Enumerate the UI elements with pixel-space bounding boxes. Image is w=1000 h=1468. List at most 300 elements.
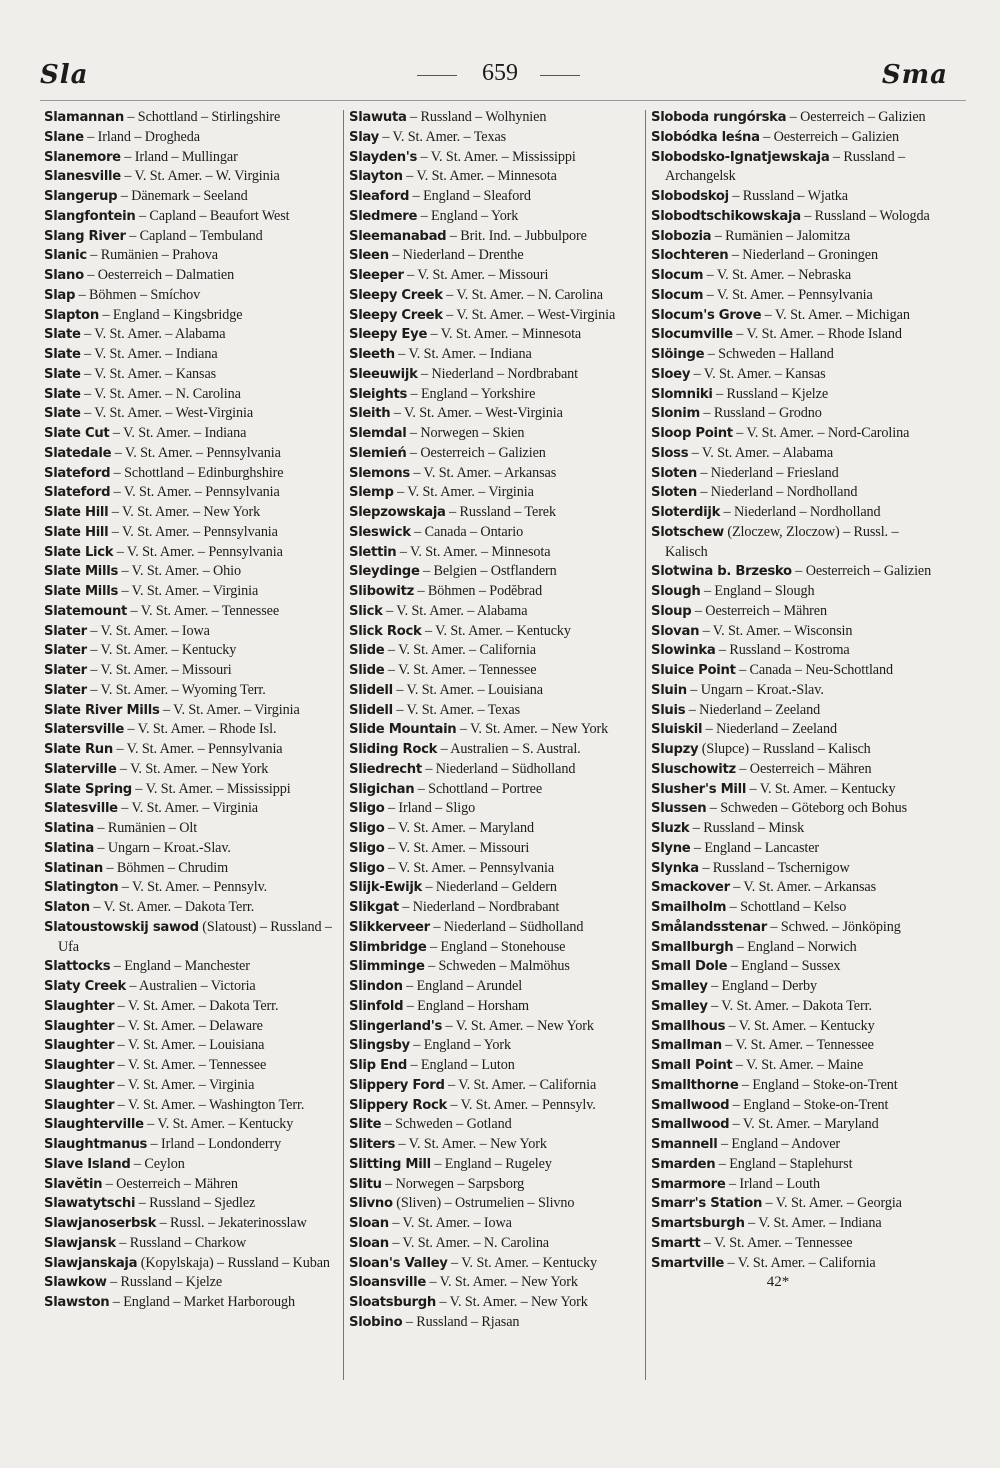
entry-name: Slettin — [349, 544, 397, 560]
entry-location: – V. St. Amer. – Kentucky — [447, 1254, 598, 1271]
gazetteer-entry — [349, 602, 639, 622]
entry-name: Slate River Mills — [44, 702, 160, 718]
entry-name: Sluin — [651, 682, 687, 698]
gazetteer-entry — [44, 227, 336, 247]
gazetteer-entry — [44, 1194, 336, 1214]
entry-name: Slovan — [651, 623, 700, 639]
entry-location: – V. St. Amer. – California — [384, 642, 536, 659]
entry-location: – Schweden – Malmöhus — [424, 958, 570, 975]
entry-location: – V. St. Amer. – Missouri — [384, 839, 530, 856]
gazetteer-entry — [651, 523, 941, 563]
entry-location: – V. St. Amer. – Maryland — [384, 820, 534, 836]
gazetteer-entry — [349, 1096, 639, 1116]
entry-location: – Schweden – Gotland — [381, 1116, 512, 1133]
entry-name: Slawkow — [44, 1275, 107, 1291]
gazetteer-entry — [349, 582, 639, 602]
entry-name: Slangerup — [44, 189, 118, 204]
entry-location: – V. St. Amer. – Indiana — [80, 346, 218, 362]
gazetteer-entry — [349, 128, 639, 148]
gazetteer-entry — [651, 977, 941, 997]
entry-location: – V. St. Amer. – Kentucky — [746, 780, 896, 797]
entry-location: – Niederland – Nordholland — [696, 484, 858, 501]
entry-location: – Dänemark – Seeland — [117, 188, 248, 204]
entry-location: – V. St. Amer. – Minnesota — [402, 168, 557, 185]
gazetteer-entry — [349, 345, 639, 365]
gazetteer-entry — [44, 1056, 336, 1076]
entry-name: Sliding Rock — [349, 742, 438, 757]
entry-location: – Böhmen – Podĕbrad — [414, 583, 543, 599]
entry-name: Slatington — [44, 880, 119, 896]
entry-location: – Oesterreich – Mähren — [735, 760, 872, 777]
entry-location: – Oesterreich – Galizien — [406, 444, 546, 461]
entry-name: Slocum — [651, 268, 704, 283]
entry-location: – V. St. Amer. – Georgia — [762, 1195, 902, 1212]
entry-name: Sloten — [651, 465, 697, 481]
entry-name: Sleepy Creek — [349, 307, 443, 323]
gazetteer-entry — [349, 503, 639, 523]
gazetteer-entry — [44, 207, 336, 227]
gazetteer-entry — [651, 582, 941, 602]
entry-name: Smarmore — [651, 1176, 726, 1192]
entry-name: Slater — [44, 623, 87, 639]
entry-location: – England – Lancaster — [690, 839, 820, 856]
entry-location: – V. St. Amer. – Wyoming Terr. — [86, 681, 266, 698]
gazetteer-entry — [349, 207, 639, 227]
gazetteer-entry — [651, 108, 941, 128]
entry-location: – V. St. Amer. – N. Carolina — [80, 385, 241, 402]
entry-name: Slinfold — [349, 998, 404, 1014]
gazetteer-entry — [651, 207, 941, 227]
entry-name: Slobódka leśna — [651, 129, 760, 145]
entry-name: Smallthorne — [651, 1077, 739, 1093]
entry-location: – Belgien – Ostflandern — [419, 563, 557, 580]
entry-name: Slateford — [44, 485, 111, 501]
entry-location: – V. St. Amer. – Pennsylvania — [384, 859, 555, 876]
gazetteer-entry — [651, 1017, 941, 1037]
entry-location: – Schottland – Portree — [414, 780, 543, 797]
header-rule — [40, 100, 966, 101]
entry-location: – V. St. Amer. – Minnesota — [427, 326, 582, 343]
gazetteer-entry — [349, 227, 639, 247]
entry-location: – Russland – Wolhynien — [406, 109, 547, 125]
entry-location: – Russland – Kjelze — [712, 385, 829, 402]
entry-name: Slawjanskaja — [44, 1255, 138, 1271]
entry-name: Smallhous — [651, 1018, 726, 1034]
entry-name: Sleeper — [349, 268, 404, 283]
entry-location: – V. St. Amer. – N. Carolina — [442, 286, 603, 303]
entry-name: Slate Mills — [44, 584, 118, 599]
entry-location: – V. St. Amer. – Indiana — [394, 346, 532, 362]
entry-location: – England – Luton — [407, 1057, 515, 1073]
gazetteer-entry — [651, 799, 941, 819]
gazetteer-entry — [349, 1175, 639, 1195]
entry-name: Slonim — [651, 406, 700, 422]
entry-location: – Oesterreich – Mähren — [691, 602, 827, 619]
entry-location: – V. St. Amer. – Rhode Island — [732, 326, 902, 343]
entry-location: – Russland – Wologda — [800, 207, 930, 224]
gazetteer-entry — [349, 562, 639, 582]
gazetteer-entry — [349, 1155, 639, 1175]
gazetteer-entry — [349, 385, 639, 405]
gazetteer-entry — [44, 1234, 336, 1254]
entry-location: – V. St. Amer. – Pennsylvania — [108, 523, 278, 540]
entry-name: Sligo — [349, 840, 385, 856]
entry-location: – England – Slough — [700, 583, 815, 599]
entry-name: Slitu — [349, 1176, 382, 1192]
entry-location: – V. St. Amer. – Louisiana — [392, 681, 543, 698]
entry-name: Sluice Point — [651, 663, 736, 678]
entry-location: – England – Stoke-on-Trent — [738, 1076, 898, 1093]
entry-location: – V. St. Amer. – Iowa — [388, 1215, 512, 1231]
entry-location: – Schottland – Stirlingshire — [123, 109, 281, 125]
gazetteer-entry — [44, 148, 336, 168]
entry-name: Slangfontein — [44, 208, 136, 224]
entry-name: Sligo — [349, 801, 385, 817]
gazetteer-entry — [651, 878, 941, 898]
gazetteer-entry — [44, 365, 336, 385]
entry-location: – V. St. Amer. – Tennessee — [384, 662, 537, 678]
entry-name: Slano — [44, 268, 84, 283]
entry-location: – V. St. Amer. – N. Carolina — [388, 1234, 550, 1251]
entry-name: Slapton — [44, 307, 100, 323]
entry-name: Sluzk — [651, 821, 690, 836]
entry-name: Sloten — [651, 485, 697, 501]
entry-name: Slemons — [349, 465, 410, 481]
entry-name: Slotschew — [651, 524, 724, 540]
gazetteer-entry — [349, 1194, 639, 1214]
entry-location: – V. St. Amer. – Rhode Isl. — [124, 721, 277, 738]
gazetteer-entry — [44, 464, 336, 484]
entry-name: Sledmere — [349, 208, 418, 224]
entry-location: – V. St. Amer. – Alabama — [688, 444, 834, 461]
entry-name: Sleeuwijk — [349, 366, 418, 382]
gazetteer-entry — [651, 622, 941, 642]
gazetteer-entry — [44, 918, 336, 958]
entry-name: Slusher's Mill — [651, 781, 747, 797]
entry-name: Slaty Creek — [44, 979, 126, 994]
entry-name: Slaughtmanus — [44, 1137, 148, 1152]
entry-name: Slaterville — [44, 761, 117, 777]
entry-location: – V. St. Amer. – New York — [442, 1017, 594, 1034]
gazetteer-entry — [44, 977, 336, 997]
entry-name: Sloup — [651, 603, 692, 619]
entry-name: Slane — [44, 129, 84, 145]
entry-location: – England – York — [409, 1037, 512, 1054]
entry-location: – Schottland – Edinburghshire — [110, 464, 284, 481]
entry-location: – Rumänien – Prahova — [86, 247, 218, 264]
entry-location: – V. St. Amer. – Iowa — [86, 622, 210, 639]
gazetteer-entry — [44, 819, 336, 839]
gazetteer-entry — [651, 740, 941, 760]
gazetteer-entry — [349, 878, 639, 898]
entry-location: – England – Arundel — [402, 978, 523, 994]
gazetteer-entry — [651, 1096, 941, 1116]
gazetteer-entry — [349, 1234, 639, 1254]
entry-name: Slippery Ford — [349, 1077, 445, 1093]
entry-location: – V. St. Amer. – Maine — [732, 1057, 864, 1073]
gazetteer-entry — [349, 681, 639, 701]
gazetteer-entry — [651, 286, 941, 306]
entry-name: Sloboda rungórska — [651, 110, 787, 125]
entry-location: – V. St. Amer. – Tennessee — [721, 1037, 874, 1054]
entry-name: Slate Hill — [44, 505, 109, 520]
gazetteer-entry — [44, 424, 336, 444]
gazetteer-entry — [44, 128, 336, 148]
entry-name: Slobodskoj — [651, 189, 729, 204]
entry-name: Sligo — [349, 821, 385, 836]
gazetteer-entry — [44, 523, 336, 543]
entry-location: – Niederland – Nordbrabant — [398, 899, 560, 915]
entry-location: – Russland – Tschernigow — [698, 859, 850, 876]
gazetteer-entry — [651, 1036, 941, 1056]
gazetteer-entry — [44, 187, 336, 207]
entry-location: – V. St. Amer. – Louisiana — [114, 1037, 265, 1054]
entry-location: – V. St. Amer. – Washington Terr. — [114, 1096, 305, 1113]
entry-name: Slate — [44, 386, 81, 402]
gazetteer-entry — [44, 859, 336, 879]
entry-name: Sleepy Eye — [349, 327, 428, 343]
entry-name: Smallburgh — [651, 939, 734, 955]
entry-name: Small Point — [651, 1058, 733, 1073]
entry-name: Slatedale — [44, 445, 112, 461]
header-dash-right — [540, 75, 580, 76]
gazetteer-entry — [349, 622, 639, 642]
entry-location: – Rumänien – Olt — [93, 820, 198, 836]
entry-name: Sluis — [651, 702, 686, 718]
gazetteer-entry — [44, 602, 336, 622]
gazetteer-entry — [651, 701, 941, 721]
entry-name: Slindon — [349, 979, 403, 994]
gazetteer-entry — [44, 562, 336, 582]
entry-name: Slimminge — [349, 959, 425, 975]
entry-location: – Niederland – Nordholland — [720, 504, 881, 520]
entry-name: Sligichan — [349, 781, 415, 797]
entry-name: Slatersville — [44, 722, 125, 738]
entry-location: – V. St. Amer. – Dakota Terr. — [114, 997, 279, 1014]
entry-location: – Russland – Kjelze — [106, 1274, 223, 1291]
gazetteer-entry — [349, 859, 639, 879]
gazetteer-entry — [349, 325, 639, 345]
entry-name: Slimbridge — [349, 939, 427, 955]
gazetteer-entry — [349, 1135, 639, 1155]
gazetteer-entry — [651, 938, 941, 958]
entry-location: – V. St. Amer. – New York — [116, 760, 269, 777]
entry-name: Slate — [44, 366, 81, 382]
entry-location: – V. St. Amer. – W. Virginia — [120, 168, 280, 185]
gazetteer-entry — [651, 898, 941, 918]
entry-location: – Schweden – Halland — [704, 346, 834, 362]
gazetteer-entry — [349, 977, 639, 997]
gazetteer-entry — [651, 957, 941, 977]
entry-name: Slemp — [349, 485, 394, 501]
gazetteer-entry — [44, 286, 336, 306]
printer-signature: 42* — [766, 1274, 790, 1291]
entry-location: – Irland – Drogheda — [83, 128, 200, 145]
entry-name: Slocumville — [651, 327, 733, 343]
gazetteer-entry — [44, 1135, 336, 1155]
gazetteer-entry — [651, 641, 941, 661]
entry-location: – Ungarn – Kroat.-Slav. — [686, 681, 824, 698]
entry-name: Slay — [349, 129, 379, 145]
entry-location: – Niederland – Südholland — [421, 760, 576, 777]
entry-location: – V. St. Amer. – Virginia — [114, 1076, 255, 1093]
entry-name: Slawjanoserbsk — [44, 1216, 157, 1231]
running-head-left: Sla — [40, 60, 89, 90]
entry-location: – Russland – Sjedlez — [135, 1195, 256, 1212]
entry-location: – V. St. Amer. – Pennsylv. — [118, 879, 268, 896]
column-separator-1 — [343, 110, 344, 1380]
gazetteer-entry — [349, 167, 639, 187]
gazetteer-entry — [651, 404, 941, 424]
entry-location: – England – Manchester — [110, 958, 250, 975]
entry-location: – Böhmen – Smíchov — [75, 286, 201, 303]
gazetteer-entry — [44, 503, 336, 523]
entry-location: – Niederland – Zeeland — [685, 701, 821, 718]
gazetteer-entry — [349, 720, 639, 740]
entry-name: Sleswick — [349, 524, 411, 540]
entry-name: Slate Lick — [44, 544, 114, 560]
entry-location: – V. St. Amer. – Alabama — [80, 326, 226, 343]
gazetteer-entry — [44, 878, 336, 898]
gazetteer-entry — [44, 1175, 336, 1195]
entry-name: Slyne — [651, 840, 691, 856]
entry-location: – Russland – Rjasan — [402, 1313, 520, 1330]
entry-name: Sloan — [349, 1216, 389, 1231]
entry-location: – V. St. Amer. – Pennsylvania — [113, 741, 283, 757]
entry-location: – Norwegen – Skien — [406, 425, 525, 441]
gazetteer-entry — [651, 1115, 941, 1135]
gazetteer-entry — [651, 720, 941, 740]
entry-name: Slawuta — [349, 110, 407, 125]
entry-name: Slayden's — [349, 149, 418, 165]
entry-name: Slaughter — [44, 1058, 115, 1073]
entry-location: – Irland – Londonderry — [147, 1136, 282, 1152]
gazetteer-entry — [44, 404, 336, 424]
entry-location: – Canada – Ontario — [410, 523, 524, 540]
entry-name: Slamannan — [44, 110, 124, 125]
gazetteer-entry — [44, 1096, 336, 1116]
entry-location: – England – Stoke-on-Trent — [729, 1096, 889, 1113]
entry-name: Slidell — [349, 702, 393, 718]
entry-name: Slate — [44, 347, 81, 362]
entry-location: (Kopylskaja) – Russland – Kuban — [137, 1254, 330, 1271]
gazetteer-entry — [349, 483, 639, 503]
entry-name: Slaughter — [44, 998, 115, 1014]
entry-location: – Niederland – Nordbrabant — [417, 365, 578, 382]
entry-location: – V. St. Amer. – New York — [436, 1294, 588, 1310]
column-1 — [44, 108, 336, 1313]
entry-name: Slateford — [44, 465, 111, 481]
gazetteer-entry — [349, 1273, 639, 1293]
gazetteer-entry — [349, 404, 639, 424]
entry-name: Slatina — [44, 821, 94, 836]
entry-location: – V. St. Amer. – Indiana — [109, 425, 247, 441]
entry-location: – Russland – Charkow — [115, 1234, 247, 1251]
entry-location: – V. St. Amer. – New York — [456, 721, 609, 738]
entry-name: Slip End — [349, 1058, 408, 1073]
gazetteer-entry — [651, 1194, 941, 1214]
gazetteer-entry — [651, 1056, 941, 1076]
gazetteer-entry — [44, 266, 336, 286]
gazetteer-entry — [651, 148, 941, 188]
entry-location: – V. St. Amer. – Dakota Terr. — [89, 899, 255, 915]
entry-name: Slanemore — [44, 149, 121, 165]
entry-name: Slawjansk — [44, 1235, 116, 1251]
gazetteer-entry — [349, 1056, 639, 1076]
gazetteer-entry — [651, 1155, 941, 1175]
gazetteer-entry — [349, 780, 639, 800]
gazetteer-entry — [44, 325, 336, 345]
entry-location: – V. St. Amer. – Pennsylvania — [703, 286, 873, 303]
entry-location: – Rumänien – Jalomitza — [711, 227, 851, 244]
gazetteer-entry — [651, 1254, 941, 1274]
gazetteer-entry — [651, 246, 941, 266]
gazetteer-entry — [651, 602, 941, 622]
entry-name: Slatesville — [44, 801, 118, 817]
column-separator-2 — [645, 110, 646, 1380]
gazetteer-entry — [44, 760, 336, 780]
gazetteer-entry — [349, 444, 639, 464]
entry-location: – Schweden – Göteborg och Bohus — [706, 800, 907, 817]
gazetteer-entry — [651, 859, 941, 879]
entry-location: – V. St. Amer. – Missouri — [86, 662, 232, 678]
entry-location: – Oesterreich – Galizien — [791, 563, 932, 580]
entry-location: – Brit. Ind. – Jubbulpore — [446, 227, 587, 244]
gazetteer-entry — [349, 266, 639, 286]
entry-location: – V. St. Amer. – California — [444, 1076, 597, 1093]
entry-location: – England – Rugeley — [430, 1155, 552, 1172]
gazetteer-entry — [651, 385, 941, 405]
entry-location: – V. St. Amer. – Texas — [378, 128, 507, 145]
entry-location: – England – Stonehouse — [426, 938, 566, 955]
gazetteer-entry — [651, 483, 941, 503]
entry-location: – V. St. Amer. – Kentucky — [725, 1017, 875, 1034]
entry-name: Slijk-Ewijk — [349, 880, 423, 896]
column-2 — [349, 108, 639, 1333]
entry-name: Slatemount — [44, 603, 128, 619]
entry-location: – V. St. Amer. – California — [724, 1254, 876, 1271]
entry-name: Slite — [349, 1117, 382, 1133]
entry-name: Sleaford — [349, 189, 410, 204]
entry-location: – V. St. Amer. – Tennessee — [127, 602, 280, 619]
entry-name: Slawatytschi — [44, 1196, 136, 1212]
entry-location: – V. St. Amer. – Minnesota — [396, 543, 551, 560]
entry-location: – V. St. Amer. – Wisconsin — [699, 622, 853, 639]
gazetteer-entry — [349, 543, 639, 563]
gazetteer-entry — [44, 839, 336, 859]
entry-location: – V. St. Amer. – Dakota Terr. — [707, 997, 872, 1014]
gazetteer-entry — [651, 1175, 941, 1195]
gazetteer-entry — [651, 681, 941, 701]
gazetteer-entry — [349, 365, 639, 385]
entry-location: – Oesterreich – Dalmatien — [83, 267, 235, 283]
entry-location: – V. St. Amer. – Kentucky — [86, 642, 237, 659]
entry-location: (Sliven) – Ostrumelien – Slivno — [392, 1195, 575, 1212]
entry-name: Slaughterville — [44, 1117, 144, 1133]
gazetteer-entry — [349, 938, 639, 958]
entry-name: Slingsby — [349, 1038, 410, 1054]
entry-name: Slitting Mill — [349, 1156, 431, 1172]
entry-location: – V. St. Amer. – Kansas — [690, 365, 826, 382]
entry-location: – England – Yorkshire — [407, 385, 536, 402]
gazetteer-entry — [349, 1313, 639, 1333]
entry-location: – V. St. Amer. – Ohio — [118, 563, 242, 580]
entry-location: – V. St. Amer. – Pennsylvania — [111, 444, 281, 461]
entry-location: – Irland – Sligo — [384, 800, 476, 817]
gazetteer-entry — [44, 306, 336, 326]
entry-name: Smallwood — [651, 1117, 730, 1133]
gazetteer-entry — [349, 701, 639, 721]
